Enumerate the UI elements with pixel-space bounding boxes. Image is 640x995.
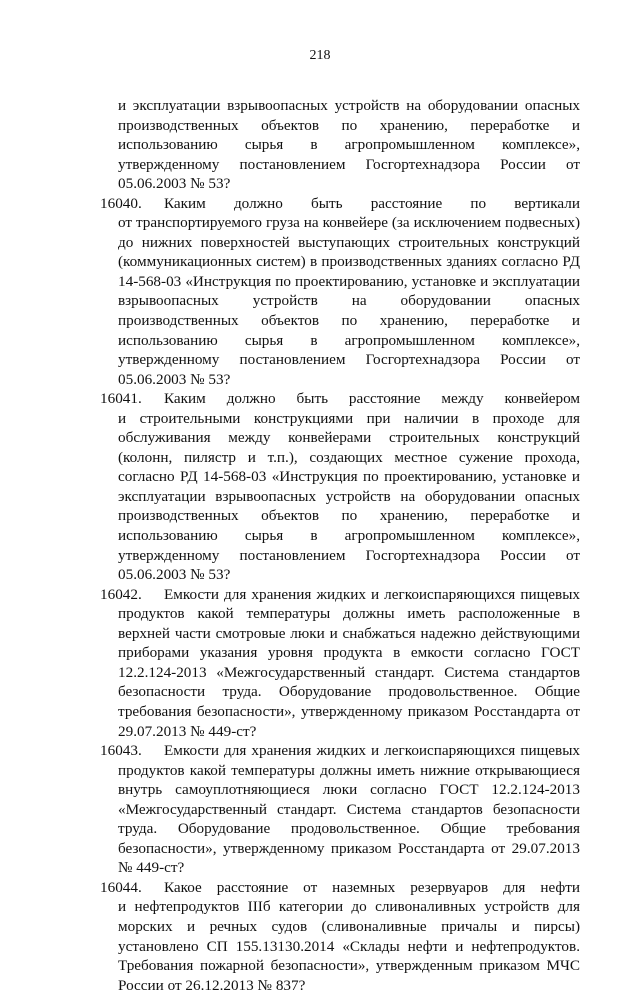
question-number: 16044. xyxy=(100,878,142,896)
question-text: и нефтепродуктов IIIб категории до сливоналивных устройств для морских и речных судов (сливоналивные причалы и пирсы) установлено СП 155.13130.2014 «Склады нефти и нефтепродуктов. Требования пожарной безопасности», утвержденным приказом МЧС России от 26.12.2013 № 837? xyxy=(118,898,580,994)
question-number: 16043. xyxy=(100,742,142,760)
question-number: 16040. xyxy=(100,194,142,212)
question-first-line: Каким должно быть расстояние между конвейером xyxy=(164,390,580,408)
question-first-line: Емкости для хранения жидких и легкоиспаряющихся пищевых xyxy=(164,585,580,603)
question-16041 xyxy=(100,389,580,584)
intro-paragraph: и эксплуатации взрывоопасных устройств на оборудовании опасных производственных объектов по хранению, переработке и использованию сырья в агропромышленном комплексе», утвержденному постановлением Госгортехнадзора России от 05.06.2003 № 53? xyxy=(118,97,580,193)
question-16040 xyxy=(100,194,580,389)
question-16044 xyxy=(100,878,580,995)
page-number: 218 xyxy=(309,48,331,63)
question-text: продуктов какой температуры должны иметь нижние открывающиеся внутрь самоуплотняющиеся люки согласно ГОСТ 12.2.124-2013 «Межгосударственный стандарт. Система стандартов безопасности труда. Оборудование продовольственное. Общие требования безопасности», утвержденному приказом Росстандарта от 29.07.2013 № 449-ст? xyxy=(118,761,580,877)
question-16042 xyxy=(100,585,580,741)
question-number: 16042. xyxy=(100,585,142,603)
page-content xyxy=(100,96,580,995)
question-number: 16041. xyxy=(100,390,142,408)
question-text: продуктов какой температуры должны иметь расположенные в верхней части смотровые люки и снабжаться надежно действующими приборами указания уровня продукта в емкости согласно ГОСТ 12.2.124-2013 «Межгосударственный стандарт. Система стандартов безопасности труда. Оборудование продовольственное. Общие требования безопасности», утвержденному приказом Росстандарта от 29.07.2013 № 449-ст? xyxy=(118,605,580,740)
question-first-line: Какое расстояние от наземных резервуаров для нефти xyxy=(164,878,580,896)
question-first-line: Емкости для хранения жидких и легкоиспаряющихся пищевых xyxy=(164,742,580,760)
question-first-line: Каким должно быть расстояние по вертикали xyxy=(164,194,580,212)
question-text: и строительными конструкциями при наличии в проходе для обслуживания между конвейерами строительных конструкций (колонн, пилястр и т.п.), создающих местное сужение прохода, согласно РД 14-568-03 «Инструкция по проектированию, установке и эксплуатации взрывоопасных устройств на оборудовании опасных производственных объектов по хранению, переработке и использованию сырья в агропромышленном комплексе», утвержденному постановлением Госгортехнадзора России от 05.06.2003 № 53? xyxy=(118,409,580,584)
question-text: от транспортируемого груза на конвейере (за исключением подвесных) до нижних поверхностей выступающих строительных конструкций (коммуникационных систем) в производственных зданиях согласно РД 14-568-03 «Инструкция по проектированию, установке и эксплуатации взрывоопасных устройств на оборудовании опасных производственных объектов по хранению, переработке и использованию сырья в агропромышленном комплексе», утвержденному постановлением Госгортехнадзора России от 05.06.2003 № 53? xyxy=(118,214,580,388)
question-16043 xyxy=(100,741,580,878)
